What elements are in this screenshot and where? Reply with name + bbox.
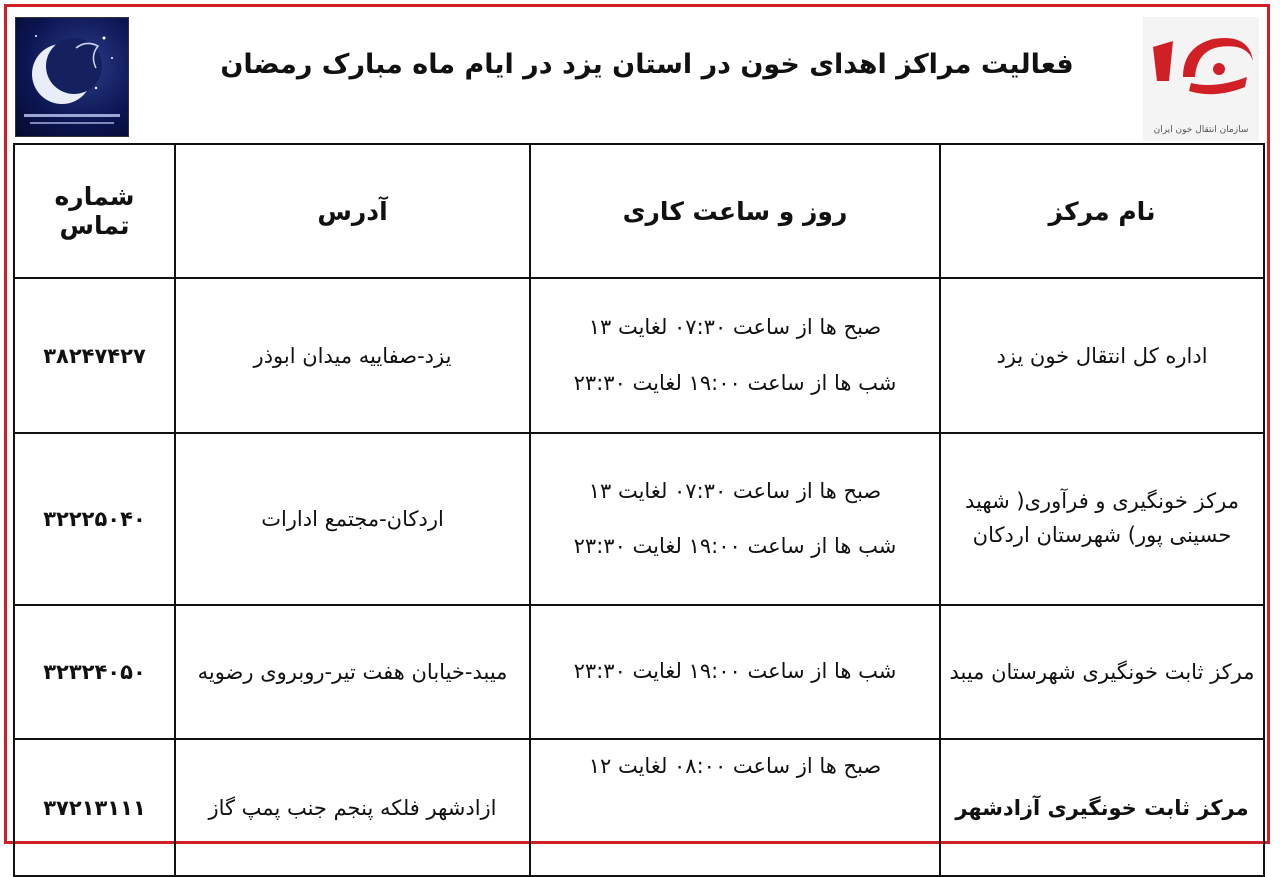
header-phone: شماره تماس xyxy=(14,144,175,278)
hours-night: شب ها از ساعت ۱۹:۰۰ لغایت ۲۳:۳۰ xyxy=(573,659,897,684)
center-address: ازادشهر فلکه پنجم جنب پمپ گاز xyxy=(175,739,530,876)
ramadan-image xyxy=(15,17,129,137)
center-address: میبد-خیابان هفت تیر-روبروی رضویه xyxy=(175,605,530,739)
center-phone: ۳۲۲۲۵۰۴۰ xyxy=(14,433,175,605)
hours-morning: صبح ها از ساعت ۰۷:۳۰ لغایت ۱۳ xyxy=(588,315,882,340)
hours-morning: صبح ها از ساعت ۰۸:۰۰ لغایت ۱۲ xyxy=(588,754,882,778)
center-phone: ۳۷۲۱۳۱۱۱ xyxy=(14,739,175,876)
crescent-moon-icon xyxy=(16,18,128,136)
table-header-row xyxy=(14,144,1264,278)
center-hours xyxy=(530,433,940,605)
blood-transfusion-logo xyxy=(1143,17,1259,141)
table-row xyxy=(14,605,1264,739)
center-name: اداره کل انتقال خون یزد xyxy=(940,278,1264,433)
blood-transfusion-logo-icon xyxy=(1143,17,1259,117)
center-phone: ۳۸۲۴۷۴۲۷ xyxy=(14,278,175,433)
header-hours: روز و ساعت کاری xyxy=(530,144,940,278)
header-address: آدرس xyxy=(175,144,530,278)
center-name: مرکز ثابت خونگیری آزادشهر xyxy=(940,739,1264,876)
table-row xyxy=(14,433,1264,605)
center-hours xyxy=(530,739,940,876)
center-address: اردکان-مجتمع ادارات xyxy=(175,433,530,605)
table-row xyxy=(14,278,1264,433)
hours-night: شب ها از ساعت ۱۹:۰۰ لغایت ۲۳:۳۰ xyxy=(573,534,897,558)
header xyxy=(7,7,1267,147)
blood-centers-table xyxy=(13,143,1265,877)
hours-night: شب ها از ساعت ۱۹:۰۰ لغایت ۲۳:۳۰ xyxy=(573,370,897,395)
center-name: مرکز خونگیری و فرآوری( شهید حسینی پور) شهرستان اردکان xyxy=(940,433,1264,605)
poster-frame xyxy=(4,4,1270,844)
header-name: نام مرکز xyxy=(940,144,1264,278)
center-phone: ۳۲۳۲۴۰۵۰ xyxy=(14,605,175,739)
page-title: فعالیت مراکز اهدای خون در استان یزد در ایام ماه مبارک رمضان xyxy=(220,49,1074,80)
table-row xyxy=(14,739,1264,876)
center-address: یزد-صفاییه میدان ابوذر xyxy=(175,278,530,433)
center-hours xyxy=(530,278,940,433)
logo-caption: سازمان انتقال خون ایران xyxy=(1153,125,1249,135)
hours-morning: صبح ها از ساعت ۰۷:۳۰ لغایت ۱۳ xyxy=(588,478,882,503)
center-name: مرکز ثابت خونگیری شهرستان میبد xyxy=(940,605,1264,739)
center-hours xyxy=(530,605,940,739)
